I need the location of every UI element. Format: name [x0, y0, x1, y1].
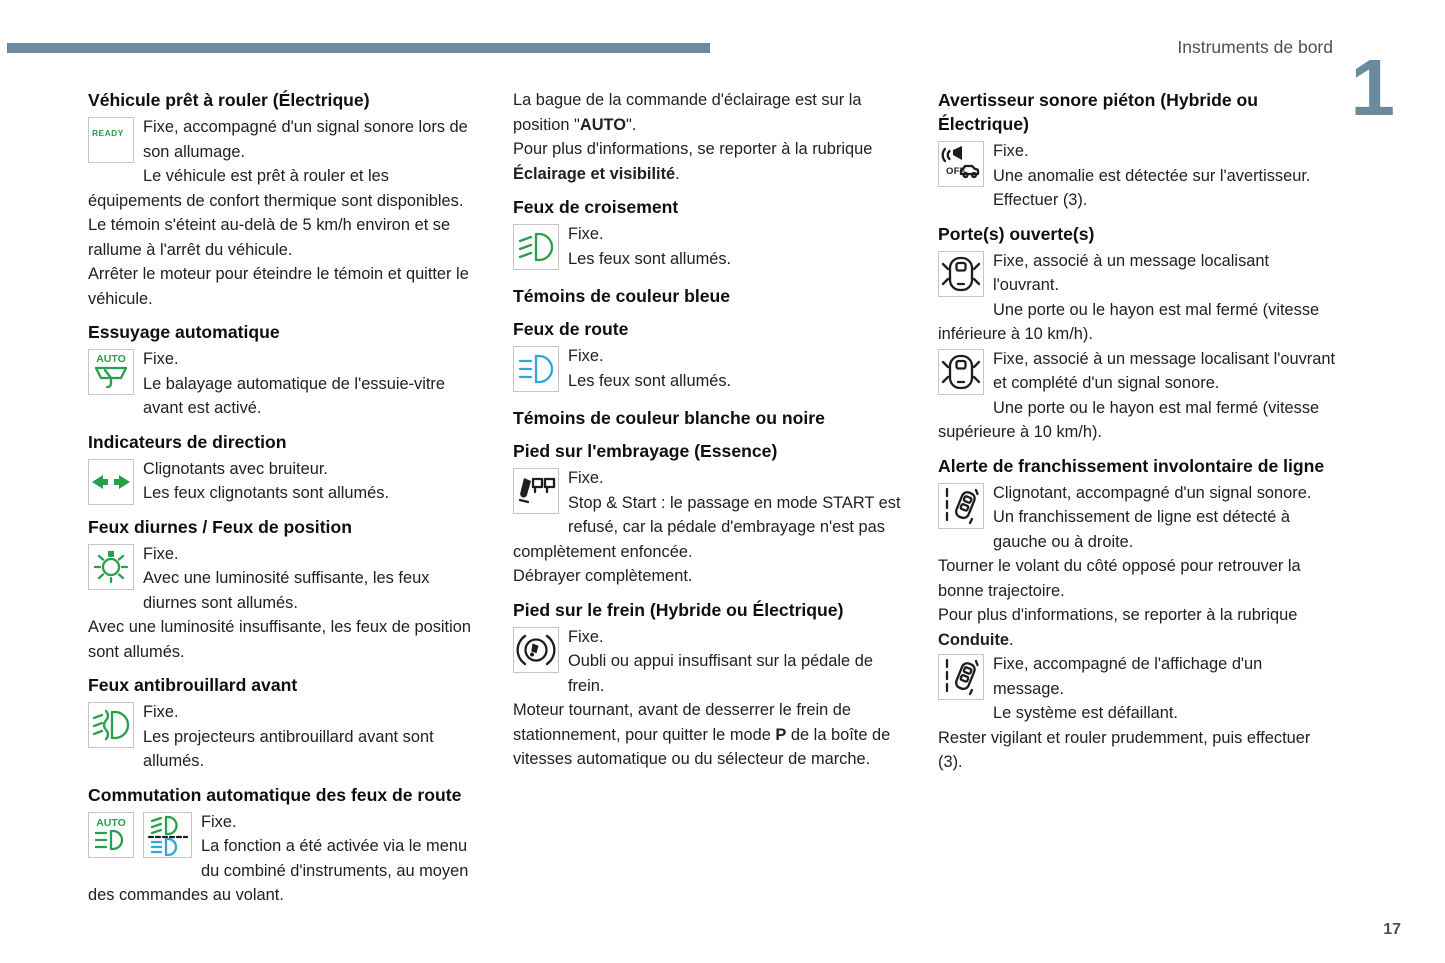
category-heading-white: Témoins de couleur blanche ou noire [513, 408, 825, 428]
paragraph: Fixe. [143, 350, 179, 368]
paragraph: Fixe, associé à un message localisant l'ouvrant. [993, 251, 1270, 294]
text-segment: Moteur tournant, avant de desserrer le frein de stationnement, pour quitter le mode [513, 701, 852, 744]
paragraph [513, 88, 911, 137]
turn-arrows-glyph [91, 462, 131, 502]
paragraph: Les projecteurs antibrouillard avant sont allumés. [143, 727, 434, 770]
paragraph: Tourner le volant du côté opposé pour retrouver la bonne trajectoire. [938, 557, 1301, 600]
paragraph: Fixe. [568, 225, 604, 243]
text-segment: . [675, 164, 680, 183]
chapter-number: 1 [1350, 43, 1395, 132]
section-lighting-intro [513, 88, 911, 186]
column-2 [513, 88, 911, 772]
paragraph: Les feux sont allumés. [568, 371, 732, 390]
paragraph: Le témoin s'éteint au-delà de 5 km/h environ et se rallume à l'arrêt du véhicule. [88, 216, 451, 259]
section-heading: Véhicule prêt à rouler (Électrique) [88, 90, 370, 110]
text-segment: Pour plus d'informations, se reporter à la rubrique [938, 606, 1298, 624]
section-heading: Commutation automatique des feux de route [88, 784, 462, 805]
section-low-beam [513, 195, 911, 271]
section-heading: Feux diurnes / Feux de position [88, 516, 352, 537]
dual-beam-glyph [147, 813, 189, 857]
brake-foot-glyph [516, 630, 556, 670]
paragraph: Fixe. [143, 703, 179, 721]
paragraph: Les feux clignotants sont allumés. [143, 484, 389, 502]
section-auto-main-beam [88, 783, 486, 908]
bold-term: Éclairage et visibilité [513, 164, 676, 183]
section-brake-pedal [513, 598, 911, 772]
auto-label: AUTO [96, 816, 126, 829]
paragraph: Fixe. [568, 347, 604, 365]
paragraph: Le système est défaillant. [993, 704, 1178, 722]
page-number: 17 [1383, 921, 1401, 938]
paragraph [513, 698, 911, 772]
section-heading: Pied sur l'embrayage (Essence) [513, 441, 778, 461]
car-doors-glyph [941, 254, 981, 294]
paragraph: Débrayer complètement. [513, 567, 693, 585]
lane-crossing-glyph [941, 657, 981, 697]
paragraph: Fixe. [568, 469, 604, 487]
text-segment: Pour plus d'informations, se reporter à la rubrique [513, 140, 873, 158]
section-heading: Feux de route [513, 319, 629, 339]
auto-main-beam-icon [88, 812, 134, 858]
paragraph: Fixe. [993, 142, 1029, 160]
door-open-icon [938, 251, 984, 297]
off-label: OFF [946, 165, 966, 177]
section-heading: Alerte de franchissement involontaire de ligne [938, 455, 1325, 476]
daytime-lights-icon [88, 544, 134, 590]
paragraph: Fixe, associé à un message localisant l'ouvrant et complété d'un signal sonore. [993, 349, 1336, 392]
clutch-pedal-icon [513, 468, 559, 514]
paragraph: Une porte ou le hayon est mal fermé (vitesse supérieure à 10 km/h). [938, 398, 1320, 441]
section-clutch-pedal [513, 439, 911, 589]
section-doors-open [938, 222, 1336, 445]
section-auto-wiping [88, 320, 486, 421]
text-segment: ". [626, 115, 637, 134]
lane-departure-icon [938, 483, 984, 529]
text-segment: . [1009, 630, 1014, 649]
section-heading: Porte(s) ouverte(s) [938, 223, 1095, 244]
paragraph: Fixe, accompagné de l'affichage d'un message. [993, 655, 1263, 698]
paragraph: Le véhicule est prêt à rouler et les équipements de confort thermique sont disponibles. [88, 167, 464, 210]
section-turn-indicators [88, 430, 486, 506]
ready-indicator-icon [88, 117, 134, 163]
car-doors-glyph [941, 352, 981, 392]
paragraph: Clignotant, accompagné d'un signal sonore. [993, 483, 1312, 502]
chapter-title: Instruments de bord [1177, 37, 1333, 57]
column-1 [88, 88, 486, 908]
section-heading: Feux antibrouillard avant [88, 675, 298, 695]
paragraph: Rester vigilant et rouler prudemment, puis effectuer (3). [938, 728, 1311, 771]
section-lane-departure [938, 454, 1336, 775]
section-vehicle-ready [88, 88, 486, 311]
auto-label: AUTO [96, 353, 126, 366]
text-segment: de la boîte de vitesses automatique ou du sélecteur de marche. [513, 725, 891, 768]
section-heading: Essuyage automatique [88, 322, 280, 342]
paragraph: Une anomalie est détectée sur l'avertisseur. [993, 166, 1311, 185]
section-front-fog [88, 673, 486, 774]
beam-switch-icon [143, 812, 192, 858]
section-heading: Feux de croisement [513, 197, 679, 217]
bulb-glyph [91, 547, 131, 587]
section-daytime-lights [88, 515, 486, 665]
paragraph: Fixe, accompagné d'un signal sonore lors de son allumage. [143, 118, 468, 161]
paragraph: Un franchissement de ligne est détecté à gauche ou à droite. [993, 508, 1291, 551]
auto-wiper-icon [88, 349, 134, 395]
paragraph: Clignotants avec bruiteur. [143, 459, 328, 478]
main-beam-glyph [516, 349, 556, 389]
column-3 [938, 88, 1336, 775]
paragraph: Une porte ou le hayon est mal fermé (vitesse inférieure à 10 km/h). [938, 300, 1320, 343]
section-heading: Indicateurs de direction [88, 431, 287, 452]
bold-term: Conduite [938, 630, 1010, 649]
paragraph [513, 137, 911, 186]
fog-lamp-glyph [91, 705, 131, 745]
text-segment: La bague de la commande d'éclairage est sur la position " [513, 91, 862, 134]
paragraph: Fixe. [143, 544, 179, 563]
door-open-icon [938, 349, 984, 395]
paragraph: Le balayage automatique de l'essuie-vitre avant est activé. [143, 374, 445, 417]
main-beam-icon [513, 346, 559, 392]
brake-pedal-icon [513, 627, 559, 673]
paragraph: Oubli ou appui insuffisant sur la pédale de frein. [568, 652, 873, 695]
section-main-beam [513, 317, 911, 393]
section-heading: Pied sur le frein (Hybride ou Électrique) [513, 599, 844, 620]
paragraph: La fonction a été activée via le menu du combiné d'instruments, au moyen des commandes au volant. [88, 837, 469, 904]
bold-term: P [775, 725, 787, 744]
paragraph: Avec une luminosité insuffisante, les feux de position sont allumés. [88, 618, 471, 661]
bold-term: AUTO [579, 115, 627, 134]
wiper-glyph [92, 366, 130, 390]
section-pedestrian-horn [938, 88, 1336, 213]
paragraph [938, 603, 1336, 652]
pedestrian-horn-icon [938, 141, 984, 187]
chapter-accent-bar [7, 43, 710, 53]
paragraph: Stop & Start : le passage en mode START est refusé, car la pédale d'embrayage n'est pas complètement enfoncée. [513, 493, 901, 561]
ready-label: READY [92, 128, 124, 138]
paragraph: Effectuer (3). [993, 191, 1088, 209]
front-fog-lights-icon [88, 702, 134, 748]
lane-crossing-glyph [941, 486, 981, 526]
paragraph: Arrêter le moteur pour éteindre le témoin et quitter le véhicule. [88, 265, 469, 308]
paragraph: Les feux sont allumés. [568, 249, 732, 268]
low-beam-glyph [516, 227, 556, 267]
paragraph: Avec une luminosité suffisante, les feux diurnes sont allumés. [143, 569, 430, 612]
lane-departure-icon [938, 654, 984, 700]
low-beam-icon [513, 224, 559, 270]
turn-indicators-icon [88, 459, 134, 505]
section-heading: Avertisseur sonore piéton (Hybride ou Électrique) [938, 90, 1259, 134]
category-heading-blue: Témoins de couleur bleue [513, 286, 731, 306]
paragraph: Fixe. [201, 812, 237, 831]
paragraph: Fixe. [568, 627, 604, 646]
main-beam-glyph [93, 829, 129, 851]
foot-pedals-glyph [516, 471, 556, 511]
